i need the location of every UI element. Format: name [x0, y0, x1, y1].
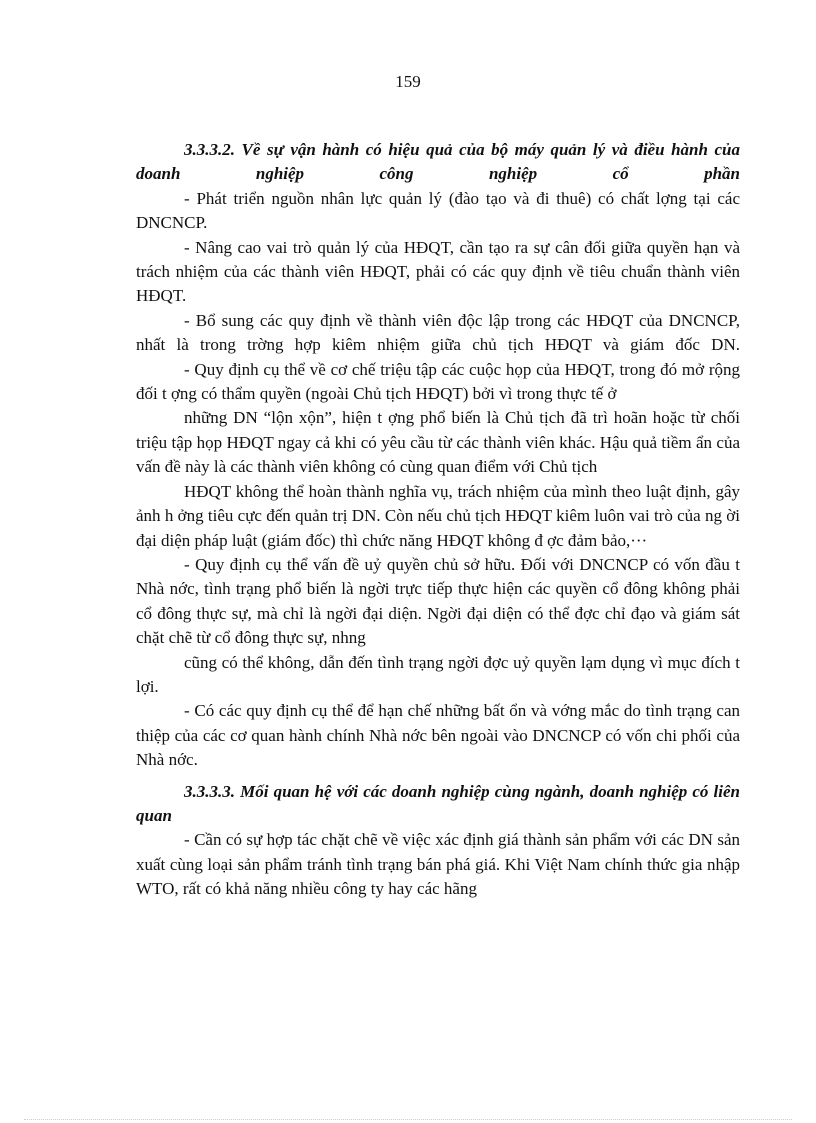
section-heading-3-3-3-2: 3.3.3.2. Về sự vận hành có hiệu quả của bộ máy quản lý và điều hành của doanh nghiệp công nghiệp cổ phần — [136, 140, 740, 184]
document-body — [136, 138, 740, 902]
paragraph: - Nâng cao vai trò quản lý của HĐQT, cần tạo ra sự cân đối giữa quyền hạn và trách nhiệm của các thành viên HĐQT, phải có các quy định về tiêu chuẩn thành viên HĐQT. — [136, 237, 740, 306]
paragraph: HĐQT không thể hoàn thành nghĩa vụ, trách nhiệm của mình theo luật định, gây ảnh h ởng tiêu cực đến quản trị DN. Còn nếu chủ tịch HĐQT kiêm luôn vai trò của ng ời đại diện pháp luật (giám đốc) thì chức năng HĐQT không đ ợc đảm bảo,··· — [136, 481, 740, 550]
page-bottom-border — [24, 1119, 792, 1120]
paragraph: - Quy định cụ thể về cơ chế triệu tập các cuộc họp của HĐQT, trong đó mở rộng đối t ợng có thẩm quyền (ngoài Chủ tịch HĐQT) bởi vì trong thực tế ở — [136, 359, 740, 404]
paragraph: những DN “lộn xộn”, hiện t ợng phổ biến là Chủ tịch đã trì hoãn hoặc từ chối triệu tập họp HĐQT ngay cả khi có yêu cầu từ các thành viên khác. Hậu quả tiềm ẩn của vấn đề này là các thành viên không có cùng quan điểm với Chủ tịch — [136, 408, 740, 477]
paragraph: - Cần có sự hợp tác chặt chẽ về việc xác định giá thành sản phẩm với các DN sản xuất cùng loại sản phẩm tránh tình trạng bán phá giá. Khi Việt Nam chính thức gia nhập WTO, rất có khả năng nhiều công ty hay các hãng — [136, 830, 740, 899]
paragraph: - Quy định cụ thể vấn đề uỷ quyền chủ sở hữu. Đối với DNCNCP có vốn đầu t Nhà nớc, tình trạng phổ biến là ngời trực tiếp thực hiện các quyền cổ đông không phải cổ đông thực sự, mà chỉ là ngời đại diện. Ngời đại diện có thể đợc chỉ đạo và giám sát chặt chẽ từ cổ đông thực sự, nhng — [136, 554, 740, 648]
paragraph: cũng có thể không, dẫn đến tình trạng ngời đợc uỷ quyền lạm dụng vì mục đích t lợi. — [136, 652, 740, 696]
page-number: 159 — [395, 72, 421, 91]
section-heading-3-3-3-3: 3.3.3.3. Mối quan hệ với các doanh nghiệp cùng ngành, doanh nghiệp có liên quan — [136, 781, 740, 825]
paragraph: - Bổ sung các quy định về thành viên độc lập trong các HĐQT của DNCNCP, nhất là trong trờng hợp kiêm nhiệm giữa chủ tịch HĐQT và giám đốc DN. — [136, 310, 740, 355]
paragraph: - Có các quy định cụ thể để hạn chế những bất ổn và vớng mắc do tình trạng can thiệp của các cơ quan hành chính Nhà nớc bên ngoài vào DNCNCP có vốn chi phối của Nhà nớc. — [136, 701, 740, 770]
paragraph: - Phát triển nguồn nhân lực quản lý (đào tạo và đi thuê) có chất lợng tại các DNCNCP. — [136, 188, 740, 233]
